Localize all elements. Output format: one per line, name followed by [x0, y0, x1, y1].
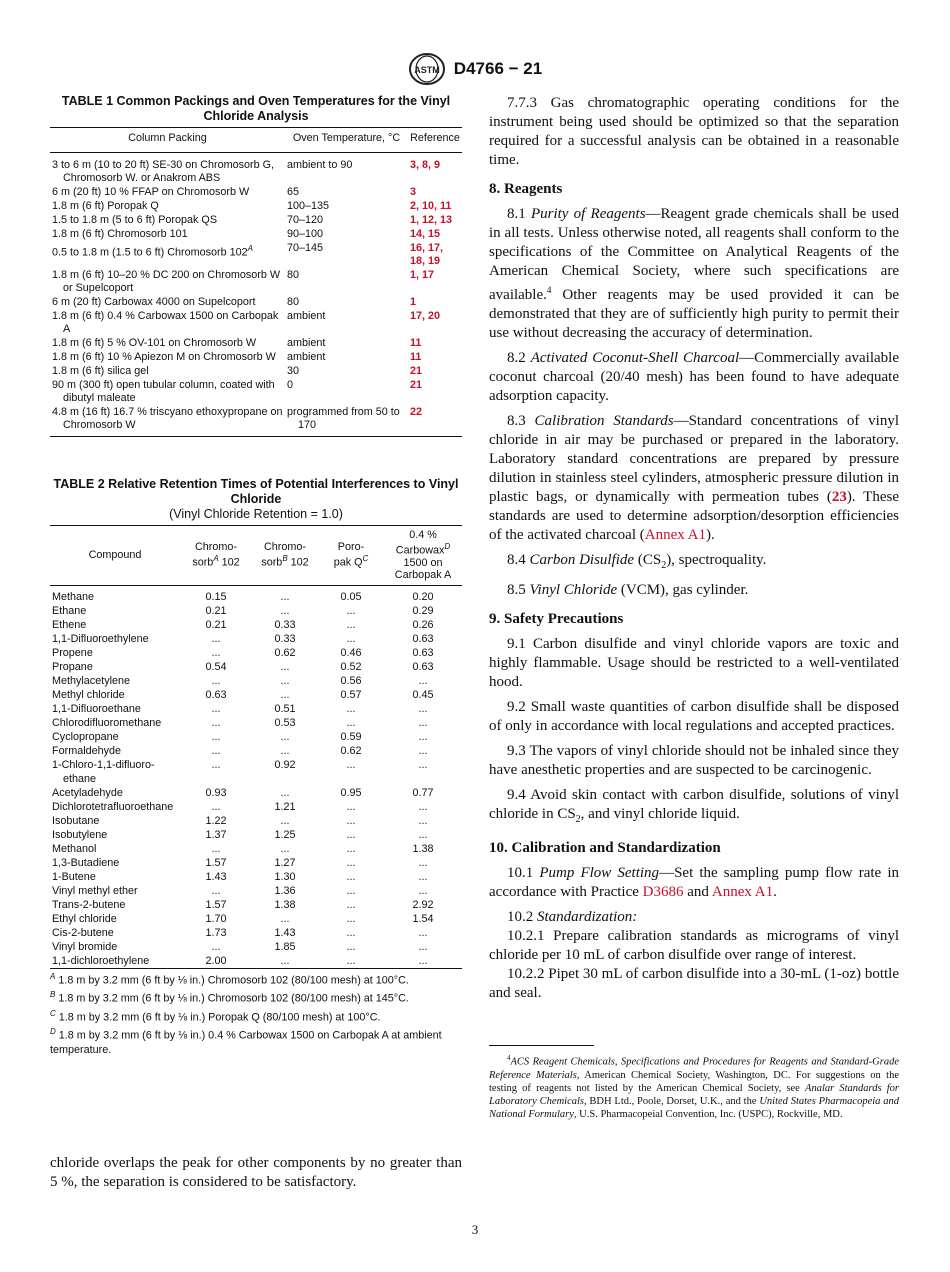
table2-cell-value: 0.77 — [412, 786, 434, 799]
table2-cell-value: 1.37 — [205, 828, 227, 841]
table1-cell-packing: 4.8 m (16 ft) 16.7 % triscyano ethoxypropane on Chromosorb W — [52, 406, 283, 431]
para-9-4: 9.4 Avoid skin contact with carbon disulfide, solutions of vinyl chloride in $CS_2$, and vinyl chloride liquid. — [489, 787, 899, 825]
page-header — [0, 52, 950, 86]
table2-row — [50, 646, 462, 660]
table2-cell-value: 2.00 — [205, 954, 227, 967]
table1-body — [50, 153, 462, 437]
table2-row — [50, 814, 462, 828]
table2-cell-value: ... — [418, 940, 428, 953]
astm-logo-icon — [408, 52, 446, 86]
table2-cell-compound: 1-Chloro-1,1-difluoro-ethane — [52, 758, 155, 785]
table2-header-compound: Compound — [50, 526, 180, 586]
table2-cell-value: ... — [280, 744, 290, 757]
table1-cell-reference[interactable]: 11 — [410, 337, 422, 349]
table2-footnote: $^D$ 1.8 m by 3.2 mm (6 ft by ⅛ in.) 0.4 % Carbowax 1500 on Carbopak A at ambient temperature. — [50, 1027, 442, 1056]
table2-row — [50, 842, 462, 856]
table1-cell-temp: 90–100 — [287, 228, 324, 240]
table2-cell-compound: Isobutylene — [52, 828, 108, 841]
table1-cell-temp: 70–120 — [287, 214, 324, 226]
table2-cell-value: ... — [346, 842, 356, 855]
table2-cell-value: 1.27 — [274, 856, 296, 869]
table2-row — [50, 912, 462, 926]
table2-cell-value: ... — [211, 730, 221, 743]
table1-cell-reference[interactable]: 21 — [410, 365, 423, 377]
table2-cell-value: ... — [280, 912, 290, 925]
table2-cell-value: ... — [280, 660, 290, 673]
para-8-1: 8.1 Purity of Reagents—Reagent grade chemicals shall be used in all tests. Unless otherwise noted, all reagents shall conform to the specifications of the Committee on Analytical Reagents of the American Chemical Society, where such specifications are available.$^4$ Other reagents may be used provided it can be demonstrated that they are of sufficiently high purity to permit their use without decreasing the accuracy of determination. — [489, 206, 899, 341]
table2-cell-value: ... — [280, 954, 290, 967]
table1-cell-packing: 0.5 to 1.8 m (1.5 to 6 ft) Chromosorb $102^A$ — [52, 244, 253, 259]
footnote-ref-4[interactable]: 4 — [546, 285, 552, 295]
table1-cell-temp: 30 — [287, 365, 300, 377]
table2-cell-value: ... — [346, 604, 356, 617]
table2-cell-value: 0.93 — [205, 786, 227, 799]
annex-a1-link[interactable]: Annex A1 — [644, 527, 706, 543]
footnote-divider — [489, 1045, 594, 1046]
table2-cell-value: ... — [418, 884, 428, 897]
table2-cell-compound: Isobutane — [52, 814, 100, 827]
table2-cell-value: 0.46 — [340, 646, 362, 659]
table2-cell-value: ... — [211, 940, 221, 953]
table1-cell-reference[interactable]: 3 — [410, 186, 417, 198]
table2-cell-value: ... — [280, 674, 290, 687]
svg-text:ASTM: ASTM — [414, 65, 440, 75]
document-id: D4766 − 21 — [453, 59, 543, 78]
table2-row — [50, 800, 462, 814]
table2-subcaption: (Vinyl Chloride Retention = 1.0) — [169, 507, 343, 521]
table2-cell-value: 1.57 — [205, 898, 227, 911]
table2-cell-value: 0.63 — [412, 660, 434, 673]
table2-cell-compound: 1,1-Difluoroethylene — [52, 632, 149, 645]
table2-cell-compound: Methylacetylene — [52, 674, 131, 687]
table2-row — [50, 786, 462, 800]
table2-cell-value: 1.70 — [205, 912, 227, 925]
reference-link-23[interactable]: 23 — [831, 489, 847, 505]
para-10-2-1: 10.2.1 Prepare calibration standards as micrograms of vinyl chloride per 10 mL of carbon disulfide over range of interest. — [489, 928, 899, 963]
table2-row — [50, 730, 462, 744]
table2-cell-value: ... — [280, 814, 290, 827]
table2-cell-compound: 1,1-Difluoroethane — [52, 702, 141, 715]
table1-cell-reference[interactable]: 1 — [410, 296, 417, 308]
table2-row — [50, 585, 462, 604]
table2-cell-value: ... — [346, 716, 356, 729]
para-8-2: 8.2 Activated Coconut-Shell Charcoal—Commercially available coconut charcoal (20/40 mesh) has been found to have adequate adsorption capacity. — [489, 350, 899, 404]
para-10-1: 10.1 Pump Flow Setting—Set the sampling pump flow rate in accordance with Practice D3686 and Annex A1. — [489, 865, 899, 900]
table1-row — [50, 186, 462, 200]
table2-cell-value: ... — [211, 674, 221, 687]
table2-cell-value: ... — [418, 730, 428, 743]
table1-note-marker: A — [247, 244, 253, 253]
table1-cell-packing: 1.8 m (6 ft) 10 % Apiezon M on Chromosorb W — [52, 351, 276, 363]
table2-cell-compound: 1,3-Butadiene — [52, 856, 120, 869]
table2-cell-value: 1.73 — [205, 926, 227, 939]
table2-row — [50, 660, 462, 674]
left-column — [50, 94, 462, 1057]
table2-cell-value: ... — [211, 842, 221, 855]
table1-row — [50, 153, 462, 187]
table1-row — [50, 379, 462, 406]
table2-cell-compound: Methanol — [52, 842, 97, 855]
table1-cell-temp: ambient to 90 — [287, 159, 353, 171]
table1-cell-reference[interactable]: 1, 17 — [410, 269, 435, 281]
table1-cell-temp: 65 — [287, 186, 300, 198]
table1-cell-temp: ambient — [287, 337, 326, 349]
table2-cell-value: 0.92 — [274, 758, 296, 771]
para-7-7-3: 7.7.3 Gas chromatographic operating conditions for the instrument being used should be optimized so that the separation required for a successful analysis can be obtained in a reasonable time. — [489, 95, 899, 168]
table2-cell-value: ... — [346, 940, 356, 953]
para-9-2: 9.2 Small waste quantities of carbon disulfide shall be disposed of only in accordance with local regulations and accepted practices. — [489, 699, 899, 734]
table2-cell-value: 1.30 — [274, 870, 296, 883]
table1-cell-reference[interactable]: 11 — [410, 351, 422, 363]
table2-row — [50, 954, 462, 969]
table2-cell-value: 0.51 — [274, 702, 296, 715]
table2-cell-value: ... — [280, 604, 290, 617]
table2-cell-value: 0.56 — [340, 674, 362, 687]
table1-cell-packing: 6 m (20 ft) 10 % FFAP on Chromosorb W — [52, 186, 250, 198]
table1-header-packing: Column Packing — [50, 128, 285, 153]
table2-cell-value: 1.85 — [274, 940, 296, 953]
table2-cell-value: ... — [418, 814, 428, 827]
table1-row — [50, 228, 462, 242]
table2-header-col3: Poro- pak $Q^C$ — [318, 526, 384, 586]
table2-cell-compound: Chlorodifluoromethane — [52, 716, 162, 729]
table1-cell-temp: ambient — [287, 351, 326, 363]
table2-cell-value: 0.57 — [340, 688, 362, 701]
table2-row — [50, 884, 462, 898]
table2-cell-value: ... — [211, 758, 221, 771]
table1-row — [50, 406, 462, 437]
table2-cell-compound: Propane — [52, 660, 93, 673]
table1-header-temp: Oven Temperature, °C — [285, 128, 408, 153]
table2-cell-value: 0.45 — [412, 688, 434, 701]
table2-row — [50, 898, 462, 912]
table1-row — [50, 351, 462, 365]
table2-cell-compound: Propene — [52, 646, 93, 659]
table2-cell-value: 1.43 — [274, 926, 296, 939]
table1-cell-temp: 80 — [287, 269, 300, 281]
table2-cell-value: ... — [211, 632, 221, 645]
table2-cell-value: ... — [346, 870, 356, 883]
table2-cell-value: ... — [418, 926, 428, 939]
table1-cell-temp: 80 — [287, 296, 300, 308]
table2-cell-value: ... — [418, 744, 428, 757]
para-8-4: 8.4 Carbon Disulfide $(CS_2)$, spectroquality. — [507, 552, 767, 571]
table2-cell-compound: Ethyl chloride — [52, 912, 117, 925]
table1-cell-reference[interactable]: 16, 17, 18, 19 — [410, 242, 444, 267]
table2-cell-value: ... — [418, 800, 428, 813]
table2-footnote: $^A$ 1.8 m by 3.2 mm (6 ft by ⅛ in.) Chromosorb 102 (80/100 mesh) at 100°C. — [50, 971, 409, 987]
table2-header-col1: Chromo- sorb$^A$ 102 — [180, 526, 252, 586]
table1-cell-temp: 70–145 — [287, 242, 324, 254]
table2-footnotes — [50, 970, 462, 1057]
table2 — [50, 525, 462, 969]
table2-cell-value: ... — [418, 870, 428, 883]
table2-cell-value: ... — [418, 954, 428, 967]
table2-row — [50, 744, 462, 758]
table2-cell-value: ... — [211, 716, 221, 729]
table2-cell-value: ... — [346, 800, 356, 813]
table2-cell-compound: Cis-2-butene — [52, 926, 114, 939]
table2-cell-value: ... — [346, 702, 356, 715]
table2-cell-value: ... — [280, 730, 290, 743]
table2-cell-value: 1.54 — [412, 912, 434, 925]
table1-cell-reference[interactable]: 22 — [410, 406, 423, 418]
table2-header-col2: Chromo- sorb$^B$ 102 — [252, 526, 318, 586]
table2-cell-value: 0.62 — [274, 646, 296, 659]
table2-cell-value: 0.21 — [205, 618, 227, 631]
table2-cell-value: 0.20 — [412, 590, 434, 603]
table2-cell-value: ... — [346, 618, 356, 631]
section-9-heading: 9. Safety Precautions — [489, 611, 624, 627]
table2-row — [50, 702, 462, 716]
table2-cell-value: ... — [211, 646, 221, 659]
table1-cell-temp: 0 — [287, 379, 294, 391]
table1 — [50, 127, 462, 437]
table2-cell-value: 0.62 — [340, 744, 362, 757]
table2-row — [50, 870, 462, 884]
table2-cell-value: ... — [211, 800, 221, 813]
table2-cell-value: ... — [346, 856, 356, 869]
table1-cell-temp: 100–135 — [287, 200, 330, 212]
table2-cell-value: ... — [211, 744, 221, 757]
annex-a1-link-2[interactable]: Annex A1 — [711, 884, 774, 900]
table2-cell-compound: Trans-2-butene — [52, 898, 126, 911]
table2-cell-value: 1.38 — [412, 842, 434, 855]
section-10-heading: 10. Calibration and Standardization — [489, 840, 721, 856]
table1-cell-packing: 6 m (20 ft) Carbowax 4000 on Supelcoport — [52, 296, 256, 308]
table2-cell-compound: 1-Butene — [52, 870, 96, 883]
page-number: 3 — [471, 1222, 479, 1237]
table2-row — [50, 926, 462, 940]
table1-cell-packing: 1.8 m (6 ft) Poropak Q — [52, 200, 159, 212]
table2-cell-value: 0.33 — [274, 632, 296, 645]
table1-cell-reference[interactable]: 14, 15 — [410, 228, 441, 240]
table2-cell-value: 1.36 — [274, 884, 296, 897]
table2-cell-value: ... — [280, 590, 290, 603]
table2-cell-value: 1.57 — [205, 856, 227, 869]
footnote-4: $^4$ACS Reagent Chemicals, Specifications and Procedures for Reagents and Standard-Grade Reference Materials, American Chemical Society, Washington, DC. For suggestions on the testing of reagents not listed by the American Chemical Society, see Analar Standards for Laboratory Chemicals, BDH Ltd., Poole, Dorset, U.K., and the United States Pharmacopeia and National Formulary, U.S. Pharmacopeial Convention, Inc. (USPC), Rockville, MD. — [489, 1054, 899, 1120]
table2-cell-compound: Vinyl bromide — [52, 940, 118, 953]
table2-cell-value: ... — [346, 884, 356, 897]
table1-row — [50, 242, 462, 269]
table2-cell-value: 0.95 — [340, 786, 362, 799]
table2-cell-value: 0.15 — [205, 590, 227, 603]
table2-cell-value: 1.43 — [205, 870, 227, 883]
table1-cell-temp: ambient — [287, 310, 326, 322]
table1-row — [50, 296, 462, 310]
d3686-link[interactable]: D3686 — [642, 884, 684, 900]
table2-cell-value: ... — [280, 786, 290, 799]
para-10-2: 10.2 Standardization: — [507, 909, 638, 925]
table2-row — [50, 688, 462, 702]
table2-row — [50, 716, 462, 730]
para-9-1: 9.1 Carbon disulfide and vinyl chloride vapors are toxic and highly flammable. Usage should be restricted to a well-ventilated hood. — [489, 636, 899, 690]
table2-cell-value: 1.38 — [274, 898, 296, 911]
table2-cell-value: 0.59 — [340, 730, 362, 743]
table1-header-reference: Reference — [408, 128, 462, 153]
table2-cell-value: ... — [418, 828, 428, 841]
table1-row — [50, 310, 462, 337]
table2-cell-compound: Ethane — [52, 604, 87, 617]
table2-row — [50, 856, 462, 870]
table2-row — [50, 828, 462, 842]
table2-header-col4: 0.4 % Carbowax$^D$ 1500 on Carbopak A — [384, 526, 462, 586]
table2-cell-value: ... — [418, 702, 428, 715]
table1-cell-packing: 1.8 m (6 ft) silica gel — [52, 365, 149, 377]
table1-row — [50, 365, 462, 379]
table2-cell-value: 1.25 — [274, 828, 296, 841]
table2-cell-value: 0.33 — [274, 618, 296, 631]
table2-cell-compound: Methane — [52, 590, 95, 603]
table1-cell-reference[interactable]: 1, 12, 13 — [410, 214, 453, 226]
table1-row — [50, 337, 462, 351]
table2-caption: TABLE 2 Relative Retention Times of Potential Interferences to Vinyl Chloride — [53, 477, 459, 506]
table2-cell-value: 1.22 — [205, 814, 227, 827]
para-9-3: 9.3 The vapors of vinyl chloride should not be inhaled since they have anesthetic properties and are suspected to be carcinogenic. — [489, 743, 899, 778]
table2-cell-value: ... — [280, 842, 290, 855]
para-10-2-2: 10.2.2 Pipet 30 mL of carbon disulfide into a 30-mL (1-oz) bottle and seal. — [489, 966, 899, 1001]
table2-cell-value: 0.21 — [205, 604, 227, 617]
table2-footnote: $^B$ 1.8 m by 3.2 mm (6 ft by ⅛ in.) Chromosorb 102 (80/100 mesh) at 145°C. — [50, 990, 409, 1005]
table2-cell-value: ... — [418, 674, 428, 687]
table2-cell-value: 0.29 — [412, 604, 434, 617]
table1-row — [50, 200, 462, 214]
table2-cell-compound: Formaldehyde — [52, 744, 122, 757]
table2-cell-value: ... — [211, 702, 221, 715]
table2-cell-value: 0.63 — [412, 632, 434, 645]
table2-cell-compound: Vinyl methyl ether — [52, 884, 138, 897]
table2-cell-value: ... — [346, 912, 356, 925]
table2-row — [50, 618, 462, 632]
table2-cell-value: 0.54 — [205, 660, 227, 673]
table2-cell-compound: Ethene — [52, 618, 87, 631]
table2-cell-value: 0.26 — [412, 618, 434, 631]
table1-row — [50, 214, 462, 228]
table1-cell-packing: 1.5 to 1.8 m (5 to 6 ft) Poropak QS — [52, 214, 218, 226]
table2-cell-value: ... — [346, 814, 356, 827]
table1-cell-reference[interactable]: 2, 10, 11 — [410, 200, 452, 212]
table2-row — [50, 604, 462, 618]
left-bottom-text: chloride overlaps the peak for other components by no greater than 5 %, the separation is considered to be satisfactory. — [50, 1155, 462, 1190]
right-column — [489, 94, 899, 1127]
para-8-5: 8.5 Vinyl Chloride (VCM), gas cylinder. — [507, 582, 749, 598]
table2-cell-value: ... — [346, 954, 356, 967]
para-8-3: 8.3 Calibration Standards—Standard concentrations of vinyl chloride in air may be purchased or prepared in the laboratory. Laboratory standard concentrations are prepared by pressure dilution in stainless steel cylinders, atmospheric pressure dilution in plastic bags, or dynamically with permeation tubes (23). These standards are used to determine adsorption/desorption efficiencies of the activated charcoal (Annex A1). — [489, 413, 899, 543]
table2-cell-value: 0.63 — [412, 646, 434, 659]
table2-cell-compound: Cyclopropane — [52, 730, 119, 743]
table2-cell-compound: 1,1-dichloroethylene — [52, 954, 150, 967]
table2-cell-value: ... — [346, 898, 356, 911]
table2-cell-value: 2.92 — [412, 898, 434, 911]
table1-cell-packing: 1.8 m (6 ft) 0.4 % Carbowax 1500 on Carbopak A — [52, 310, 279, 335]
table2-row — [50, 674, 462, 688]
table2-cell-compound: Acetyladehyde — [52, 786, 123, 799]
table2-body — [50, 585, 462, 968]
table1-cell-temp: programmed from 50 to 170 — [287, 406, 400, 431]
table2-cell-compound: Dichlorotetrafluoroethane — [52, 800, 174, 813]
table2-cell-value: ... — [418, 716, 428, 729]
table1-cell-packing: 1.8 m (6 ft) 5 % OV-101 on Chromosorb W — [52, 337, 257, 349]
table2-cell-value: ... — [346, 828, 356, 841]
table2-cell-value: ... — [280, 688, 290, 701]
table2-footnote: $^C$ 1.8 m by 3.2 mm (6 ft by ⅛ in.) Poropak Q (80/100 mesh) at 100°C. — [50, 1008, 381, 1024]
table1-row — [50, 269, 462, 296]
table2-cell-compound: Methyl chloride — [52, 688, 125, 701]
table2-cell-value: ... — [211, 884, 221, 897]
table2-cell-value: ... — [346, 926, 356, 939]
table1-cell-packing: 1.8 m (6 ft) 10–20 % DC 200 on Chromosorb W or Supelcoport — [52, 269, 281, 294]
table2-cell-value: 0.52 — [340, 660, 362, 673]
table2-row — [50, 632, 462, 646]
section-8-heading: 8. Reagents — [489, 181, 563, 197]
table1-cell-packing: 90 m (300 ft) open tubular column, coated with dibutyl maleate — [52, 379, 275, 404]
table2-cell-value: 0.05 — [340, 590, 362, 603]
table1-cell-packing: 3 to 6 m (10 to 20 ft) SE-30 on Chromosorb G, Chromosorb W. or Anakrom ABS — [52, 159, 275, 184]
table1-cell-reference[interactable]: 17, 20 — [410, 310, 441, 322]
table2-row — [50, 758, 462, 786]
table1-cell-reference[interactable]: 21 — [410, 379, 423, 391]
table2-cell-value: 0.53 — [274, 716, 296, 729]
table1-cell-reference[interactable]: 3, 8, 9 — [410, 159, 441, 171]
table1-caption: TABLE 1 Common Packings and Oven Temperatures for the Vinyl Chloride Analysis — [61, 94, 451, 123]
table2-cell-value: 1.21 — [274, 800, 296, 813]
table2-row — [50, 940, 462, 954]
table2-cell-value: ... — [418, 856, 428, 869]
table2-cell-value: ... — [346, 758, 356, 771]
table2-cell-value: 0.63 — [205, 688, 227, 701]
table1-cell-packing: 1.8 m (6 ft) Chromosorb 101 — [52, 228, 188, 240]
table2-cell-value: ... — [418, 758, 428, 771]
table2-cell-value: ... — [346, 632, 356, 645]
